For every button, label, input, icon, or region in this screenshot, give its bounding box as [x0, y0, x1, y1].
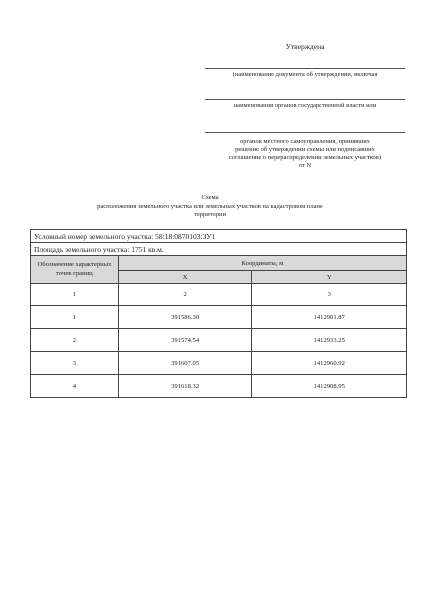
scheme-title-block — [60, 194, 360, 220]
scheme-subtitle-2: территории — [194, 211, 226, 218]
y-cell: 1412901.87 — [252, 306, 407, 329]
table-row — [31, 352, 407, 375]
scheme-title: Схема — [201, 194, 219, 201]
x-cell: 391607.05 — [118, 352, 252, 375]
point-cell: 1 — [31, 306, 119, 329]
header-points: Обозначение характерных точек границ — [31, 256, 119, 284]
approval-caption-2: наименования органов государственной власти или — [233, 102, 377, 109]
scheme-subtitle-1: расположения земельного участка или земельных участков на кадастровом плане — [97, 202, 323, 210]
header-x: X — [118, 271, 252, 284]
y-cell: 1412960.92 — [252, 352, 407, 375]
index-cell: 1 — [31, 284, 119, 306]
approval-caption-4: решение об утверждении схемы или подписавших — [235, 146, 375, 153]
parcel-area: Площадь земельного участка: 1751 кв.м. — [31, 243, 407, 256]
index-cell: 3 — [252, 284, 407, 306]
approval-caption-3: органов местного самоуправления, принявших — [239, 138, 371, 145]
header-y: Y — [252, 271, 407, 284]
approval-caption-1: (наименование документа об утверждении, включая — [232, 71, 378, 78]
x-cell: 391574.54 — [118, 329, 252, 352]
signature-line — [205, 132, 405, 133]
point-cell: 2 — [31, 329, 119, 352]
table-row-index — [31, 284, 407, 306]
approval-caption-6: от N — [298, 162, 312, 169]
x-cell: 391586.30 — [118, 306, 252, 329]
table-row — [31, 375, 407, 398]
header-coordinates: Координаты, м — [118, 256, 406, 271]
table-row — [31, 306, 407, 329]
signature-line — [205, 68, 405, 69]
approval-caption-5: соглашение о перераспределении земельных участков) — [228, 154, 382, 161]
index-cell: 2 — [118, 284, 252, 306]
x-cell: 391618.32 — [118, 375, 252, 398]
point-cell: 3 — [31, 352, 119, 375]
approval-title: Утверждена — [285, 42, 325, 51]
y-cell: 1412908.95 — [252, 375, 407, 398]
signature-line — [205, 99, 405, 100]
point-cell: 4 — [31, 375, 119, 398]
table-row — [31, 329, 407, 352]
cadastral-number: Условный номер земельного участка: 58:18:0870103:ЗУ1 — [31, 230, 407, 243]
coordinates-table — [30, 229, 407, 398]
y-cell: 1412933.25 — [252, 329, 407, 352]
